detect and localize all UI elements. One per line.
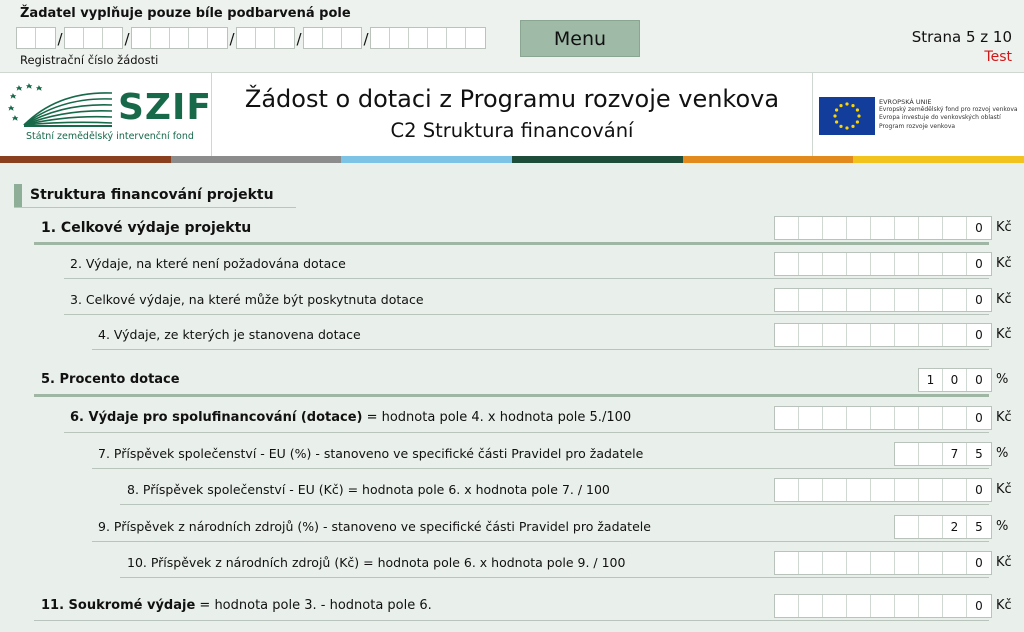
- digit-cell[interactable]: [919, 443, 943, 465]
- unit-label: Kč: [996, 256, 1012, 271]
- digit-cell[interactable]: [775, 595, 799, 617]
- digit-cell[interactable]: [823, 479, 847, 501]
- unit-label: Kč: [996, 292, 1012, 307]
- test-label: Test: [984, 49, 1012, 65]
- digit-cell[interactable]: [871, 324, 895, 346]
- digit-cell[interactable]: [895, 443, 919, 465]
- digit-cell[interactable]: [775, 289, 799, 311]
- field-label-text: = hodnota pole 4. x hodnota pole 5./100: [362, 410, 632, 425]
- digit-cell[interactable]: [799, 407, 823, 429]
- digit-cell[interactable]: 0: [975, 411, 983, 425]
- reg-segment-5[interactable]: [303, 27, 362, 49]
- row-underline: [64, 278, 989, 279]
- eu-funding-text: [879, 98, 1024, 131]
- digit-cell[interactable]: [775, 217, 799, 239]
- header-band: [0, 72, 1024, 156]
- szif-logo: [4, 73, 212, 157]
- field-label: [98, 519, 651, 534]
- row-underline: [120, 577, 989, 578]
- szif-logo-text: SZIF: [118, 87, 213, 128]
- digit-cell[interactable]: [871, 217, 895, 239]
- digit-cell[interactable]: 0: [975, 328, 983, 342]
- digit-cell[interactable]: 0: [975, 599, 983, 613]
- reg-segment-4[interactable]: [236, 27, 295, 49]
- eu-star-icon: [851, 125, 854, 128]
- page-subtitle: C2 Struktura financování: [390, 119, 634, 142]
- digit-cell[interactable]: [847, 324, 871, 346]
- color-stripe: [0, 156, 171, 163]
- digit-cell[interactable]: [775, 552, 799, 574]
- row-underline: [34, 620, 989, 621]
- value-field[interactable]: [774, 288, 992, 312]
- eu-star-icon: [845, 126, 848, 129]
- digit-cell[interactable]: [847, 595, 871, 617]
- menu-button[interactable]: Menu: [520, 20, 640, 57]
- field-label-text: 3. Celkové výdaje, na které může být poskytnuta dotace: [70, 292, 424, 307]
- value-field[interactable]: [774, 478, 992, 502]
- digit-cell[interactable]: 0: [943, 369, 967, 391]
- digit-cell[interactable]: [871, 595, 895, 617]
- digit-cell[interactable]: [871, 552, 895, 574]
- digit-cell[interactable]: 5: [975, 520, 983, 534]
- slash-separator: /: [124, 30, 130, 48]
- value-field[interactable]: [894, 442, 992, 466]
- digit-cell[interactable]: [895, 289, 919, 311]
- section-title: Struktura financování projektu: [30, 187, 274, 203]
- row-underline: [92, 541, 989, 542]
- unit-label: Kč: [996, 482, 1012, 497]
- reg-segment-6[interactable]: [370, 27, 486, 49]
- field-label-text: 9. Příspěvek z národních zdrojů (%) - stanoveno ve specifické části Pravidel pro žadatele: [98, 519, 651, 534]
- value-field[interactable]: [894, 515, 992, 539]
- digit-cell[interactable]: [775, 407, 799, 429]
- unit-label: %: [996, 372, 1009, 387]
- eu-star-icon: [857, 114, 860, 117]
- digit-cell[interactable]: [847, 253, 871, 275]
- digit-cell[interactable]: [943, 595, 967, 617]
- financing-form: [0, 163, 1024, 632]
- row-underline: [120, 504, 989, 505]
- digit-cell[interactable]: 7: [943, 443, 967, 465]
- eu-star-icon: [856, 108, 859, 111]
- digit-cell[interactable]: [823, 407, 847, 429]
- section-marker: [14, 184, 22, 208]
- digit-cell[interactable]: [895, 253, 919, 275]
- digit-cell[interactable]: [799, 253, 823, 275]
- registration-number-field: [16, 27, 486, 49]
- field-label: [70, 292, 424, 307]
- unit-label: Kč: [996, 220, 1012, 235]
- digit-cell[interactable]: [823, 253, 847, 275]
- digit-cell[interactable]: [847, 552, 871, 574]
- field-label: [41, 598, 432, 613]
- digit-cell[interactable]: [919, 552, 943, 574]
- digit-cell[interactable]: [775, 253, 799, 275]
- field-label-text: 4. Výdaje, ze kterých je stanovena dotace: [98, 327, 361, 342]
- digit-cell[interactable]: [919, 595, 943, 617]
- digit-cell[interactable]: [895, 516, 919, 538]
- digit-cell[interactable]: 0: [975, 221, 983, 235]
- digit-cell[interactable]: 0: [975, 293, 983, 307]
- field-label: [98, 446, 643, 461]
- unit-label: Kč: [996, 327, 1012, 342]
- digit-cell[interactable]: [823, 595, 847, 617]
- field-label-bold: 11. Soukromé výdaje: [41, 598, 196, 613]
- eu-star-icon: [839, 104, 842, 107]
- value-field[interactable]: [774, 406, 992, 430]
- digit-cell[interactable]: [895, 552, 919, 574]
- eu-star-icon: [845, 102, 848, 105]
- field-label-text: = hodnota pole 3. - hodnota pole 6.: [195, 598, 432, 613]
- eu-star-icon: [833, 114, 836, 117]
- digit-cell[interactable]: [799, 217, 823, 239]
- value-field[interactable]: [774, 216, 992, 240]
- color-stripe: [341, 156, 512, 163]
- digit-cell[interactable]: [847, 407, 871, 429]
- slash-separator: /: [57, 30, 63, 48]
- digit-cell[interactable]: [919, 407, 943, 429]
- page-indicator: Strana 5 z 10: [911, 28, 1012, 46]
- digit-cell[interactable]: [799, 479, 823, 501]
- digit-cell[interactable]: [943, 479, 967, 501]
- row-underline: [34, 394, 989, 397]
- digit-cell[interactable]: [799, 552, 823, 574]
- digit-cell[interactable]: [799, 324, 823, 346]
- field-label-text: 7. Příspěvek společenství - EU (%) - stanoveno ve specifické části Pravidel pro žadatele: [98, 446, 644, 461]
- row-underline: [34, 242, 989, 245]
- digit-cell[interactable]: [943, 552, 967, 574]
- field-label-text: 2. Výdaje, na které není požadována dotace: [70, 256, 346, 271]
- field-label: [127, 555, 625, 570]
- row-underline: [64, 432, 989, 433]
- digit-cell[interactable]: 5: [975, 447, 983, 461]
- digit-cell[interactable]: 1: [919, 369, 943, 391]
- unit-label: %: [996, 519, 1009, 534]
- page-title: Žádost o dotaci z Programu rozvoje venkova: [244, 85, 780, 113]
- digit-cell[interactable]: 0: [975, 373, 983, 387]
- digit-cell[interactable]: [943, 217, 967, 239]
- digit-cell[interactable]: [847, 289, 871, 311]
- eu-line: Program rozvoje venkova: [879, 122, 956, 130]
- digit-cell[interactable]: [823, 324, 847, 346]
- unit-label: %: [996, 446, 1009, 461]
- digit-cell[interactable]: 2: [943, 516, 967, 538]
- field-label: [98, 327, 361, 342]
- digit-cell[interactable]: 0: [975, 257, 983, 271]
- field-stripes-icon: [8, 81, 118, 137]
- eu-star-icon: [851, 104, 854, 107]
- slash-separator: /: [296, 30, 302, 48]
- field-label: [127, 482, 610, 497]
- digit-cell[interactable]: [943, 407, 967, 429]
- value-field[interactable]: [774, 594, 992, 618]
- digit-cell[interactable]: [871, 479, 895, 501]
- field-label: [41, 372, 180, 387]
- fill-instruction: Žadatel vyplňuje pouze bíle podbarvená pole: [20, 6, 351, 21]
- reg-segment-3[interactable]: [131, 27, 228, 49]
- eu-logo: [812, 73, 1024, 157]
- unit-label: Kč: [996, 555, 1012, 570]
- field-label: [41, 220, 251, 236]
- eu-flag-icon: [819, 97, 875, 135]
- reg-segment-2[interactable]: [64, 27, 123, 49]
- digit-cell[interactable]: [871, 289, 895, 311]
- digit-cell[interactable]: [871, 253, 895, 275]
- eu-star-icon: [856, 120, 859, 123]
- color-stripe: [683, 156, 854, 163]
- digit-cell[interactable]: 0: [975, 556, 983, 570]
- digit-cell[interactable]: [895, 407, 919, 429]
- digit-cell[interactable]: [847, 217, 871, 239]
- digit-cell[interactable]: [943, 324, 967, 346]
- digit-cell[interactable]: [919, 253, 943, 275]
- value-field[interactable]: [774, 323, 992, 347]
- digit-cell[interactable]: [799, 595, 823, 617]
- eu-line: Evropský zemědělský fond pro rozvoj venkova: [879, 106, 1018, 114]
- digit-cell[interactable]: [847, 479, 871, 501]
- digit-cell[interactable]: [919, 289, 943, 311]
- field-label-bold: 5. Procento dotace: [41, 372, 180, 387]
- field-label: [70, 410, 631, 425]
- digit-cell[interactable]: [895, 595, 919, 617]
- field-label-text: 10. Příspěvek z národních zdrojů (Kč) = hodnota pole 6. x hodnota pole 9. / 100: [127, 555, 626, 570]
- value-field[interactable]: [774, 551, 992, 575]
- digit-cell[interactable]: [943, 289, 967, 311]
- unit-label: Kč: [996, 410, 1012, 425]
- color-stripe: [853, 156, 1024, 163]
- unit-label: Kč: [996, 598, 1012, 613]
- section-underline: [14, 207, 296, 208]
- digit-cell[interactable]: [799, 289, 823, 311]
- eu-line: EVROPSKÁ UNIE: [879, 98, 932, 106]
- digit-cell[interactable]: [775, 479, 799, 501]
- registration-number-label: Registrační číslo žádosti: [20, 53, 159, 67]
- eu-star-icon: [835, 120, 838, 123]
- field-label-text: 8. Příspěvek společenství - EU (Kč) = hodnota pole 6. x hodnota pole 7. / 100: [127, 482, 610, 497]
- field-label: [70, 256, 346, 271]
- field-label-bold: 1. Celkové výdaje projektu: [41, 220, 252, 236]
- eu-line: Evropa investuje do venkovských oblastí: [879, 114, 1001, 122]
- digit-cell[interactable]: [823, 552, 847, 574]
- row-underline: [92, 468, 989, 469]
- digit-cell[interactable]: [919, 217, 943, 239]
- reg-segment-1[interactable]: [16, 27, 56, 49]
- digit-cell[interactable]: [943, 253, 967, 275]
- field-label-bold: 6. Výdaje pro spolufinancování (dotace): [70, 410, 363, 425]
- top-bar: [0, 0, 1024, 72]
- szif-logo-subtitle: Státní zemědělský intervenční fond: [26, 131, 194, 142]
- value-field[interactable]: [774, 252, 992, 276]
- color-stripe: [512, 156, 683, 163]
- digit-cell[interactable]: [775, 324, 799, 346]
- color-stripe: [171, 156, 342, 163]
- slash-separator: /: [229, 30, 235, 48]
- slash-separator: /: [363, 30, 369, 48]
- digit-cell[interactable]: [919, 479, 943, 501]
- color-stripe-bar: [0, 156, 1024, 163]
- digit-cell[interactable]: [871, 407, 895, 429]
- digit-cell[interactable]: [919, 324, 943, 346]
- digit-cell[interactable]: [823, 217, 847, 239]
- digit-cell[interactable]: [919, 516, 943, 538]
- digit-cell[interactable]: [895, 479, 919, 501]
- eu-star-icon: [835, 108, 838, 111]
- row-underline: [92, 349, 989, 350]
- digit-cell[interactable]: [895, 217, 919, 239]
- value-field[interactable]: [918, 368, 992, 392]
- digit-cell[interactable]: [895, 324, 919, 346]
- row-underline: [64, 314, 989, 315]
- eu-star-icon: [839, 125, 842, 128]
- digit-cell[interactable]: 0: [975, 483, 983, 497]
- digit-cell[interactable]: [823, 289, 847, 311]
- page-title-block: [213, 73, 811, 157]
